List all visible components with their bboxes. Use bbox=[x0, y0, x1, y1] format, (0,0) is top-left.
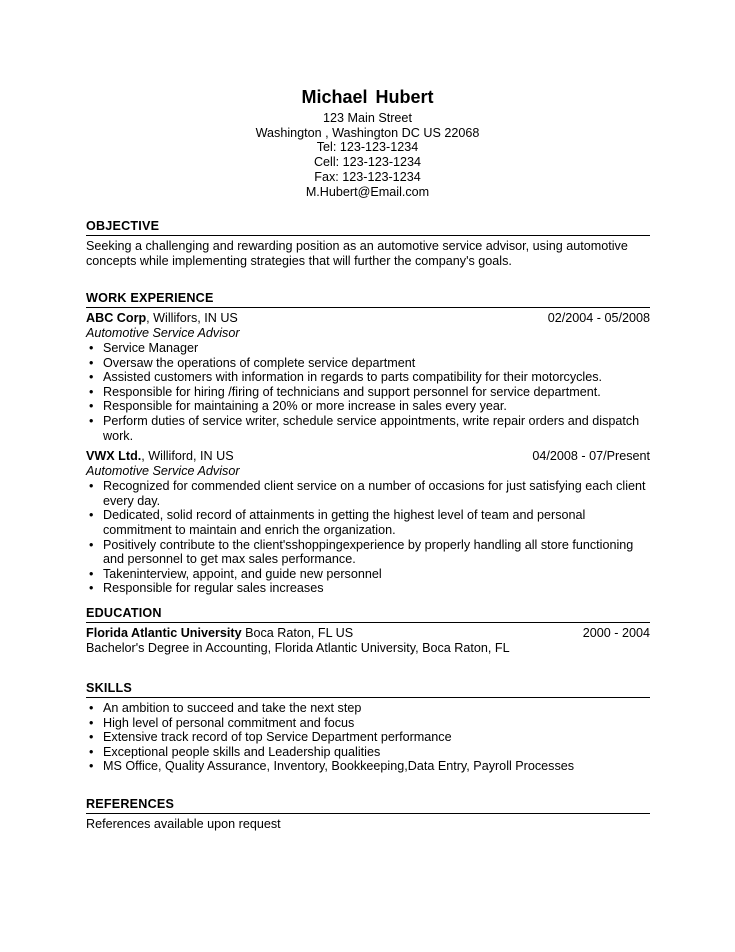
list-item: • High level of personal commitment and focus bbox=[86, 716, 650, 731]
job-dates: 02/2004 - 05/2008 bbox=[547, 311, 650, 325]
list-item: • Exceptional people skills and Leadership qualities bbox=[86, 745, 650, 760]
education-institution bbox=[86, 626, 353, 641]
job-entry bbox=[86, 449, 650, 596]
list-item: • Dedicated, solid record of attainments in getting the highest level of team and personal commitment to maintain and enrich the organization. bbox=[86, 508, 650, 537]
list-item: • Perform duties of service writer, schedule service appointments, write repair orders and dispatch work. bbox=[86, 414, 650, 443]
list-item: • Positively contribute to the client'sshoppingexperience by properly handling all store functioning and personnel to get max sales performance. bbox=[86, 538, 650, 567]
job-header bbox=[86, 449, 650, 464]
education-dates: 2000 - 2004 bbox=[582, 626, 650, 640]
section-title: EDUCATION bbox=[86, 606, 650, 623]
list-item: • Responsible for maintaining a 20% or more increase in sales every year. bbox=[86, 399, 650, 414]
list-item: • Responsible for regular sales increases bbox=[86, 581, 650, 596]
list-item: • Extensive track record of top Service Department performance bbox=[86, 730, 650, 745]
job-duties-list bbox=[86, 479, 650, 596]
city-line: Washington , Washington DC US 22068 bbox=[255, 125, 480, 140]
candidate-name: Michael Hubert bbox=[301, 87, 434, 107]
school-location: Boca Raton, FL US bbox=[241, 626, 354, 640]
job-entry bbox=[86, 311, 650, 443]
resume-header bbox=[0, 86, 735, 199]
degree-text: Bachelor's Degree in Accounting, Florida Atlantic University, Boca Raton, FL bbox=[86, 641, 510, 655]
section-title: WORK EXPERIENCE bbox=[86, 291, 650, 308]
list-item: • Recognized for commended client service on a number of occasions for just satisfying each client every day. bbox=[86, 479, 650, 508]
objective-text: Seeking a challenging and rewarding position as an automotive service advisor, using automotive concepts while implementing strategies that will further the company's goals. bbox=[86, 239, 628, 268]
objective-section bbox=[86, 219, 650, 269]
section-title: OBJECTIVE bbox=[86, 219, 650, 236]
company-name: ABC Corp bbox=[86, 311, 147, 325]
references-section bbox=[86, 797, 650, 832]
job-role: Automotive Service Advisor bbox=[86, 464, 240, 479]
company-name: VWX Ltd. bbox=[86, 449, 142, 464]
company-location: , Williford, IN US bbox=[141, 449, 234, 464]
list-item: • Oversaw the operations of complete service department bbox=[86, 356, 650, 371]
references-text: References available upon request bbox=[86, 817, 281, 831]
list-item: • An ambition to succeed and take the next step bbox=[86, 701, 650, 716]
list-item: • Service Manager bbox=[86, 341, 650, 356]
job-employer bbox=[86, 449, 234, 464]
job-dates: 04/2008 - 07/Present bbox=[532, 449, 650, 464]
skills-section bbox=[86, 681, 650, 774]
education-header bbox=[86, 626, 650, 641]
tel-line: Tel: 123-123-1234 bbox=[316, 140, 419, 155]
skills-list bbox=[86, 701, 650, 774]
section-title: REFERENCES bbox=[86, 797, 650, 814]
cell-line: Cell: 123-123-1234 bbox=[313, 155, 422, 170]
list-item: • Responsible for hiring /firing of technicians and support personnel for service department. bbox=[86, 385, 650, 400]
job-header bbox=[86, 311, 650, 326]
work-experience-section bbox=[86, 291, 650, 596]
section-title: SKILLS bbox=[86, 681, 650, 698]
list-item: • Assisted customers with information in regards to parts compatibility for their motorcycles. bbox=[86, 370, 650, 385]
education-section bbox=[86, 606, 650, 656]
list-item: • Takeninterview, appoint, and guide new personnel bbox=[86, 567, 650, 582]
job-employer bbox=[86, 311, 238, 326]
job-duties-list bbox=[86, 341, 650, 443]
school-name: Florida Atlantic University bbox=[86, 626, 242, 640]
email-line: M.Hubert@Email.com bbox=[305, 184, 430, 199]
fax-line: Fax: 123-123-1234 bbox=[314, 169, 421, 184]
address-line: 123 Main Street bbox=[323, 111, 412, 125]
company-location: , Willifors, IN US bbox=[146, 311, 238, 325]
job-role: Automotive Service Advisor bbox=[86, 326, 240, 340]
list-item: • MS Office, Quality Assurance, Inventory, Bookkeeping,Data Entry, Payroll Processes bbox=[86, 759, 650, 774]
